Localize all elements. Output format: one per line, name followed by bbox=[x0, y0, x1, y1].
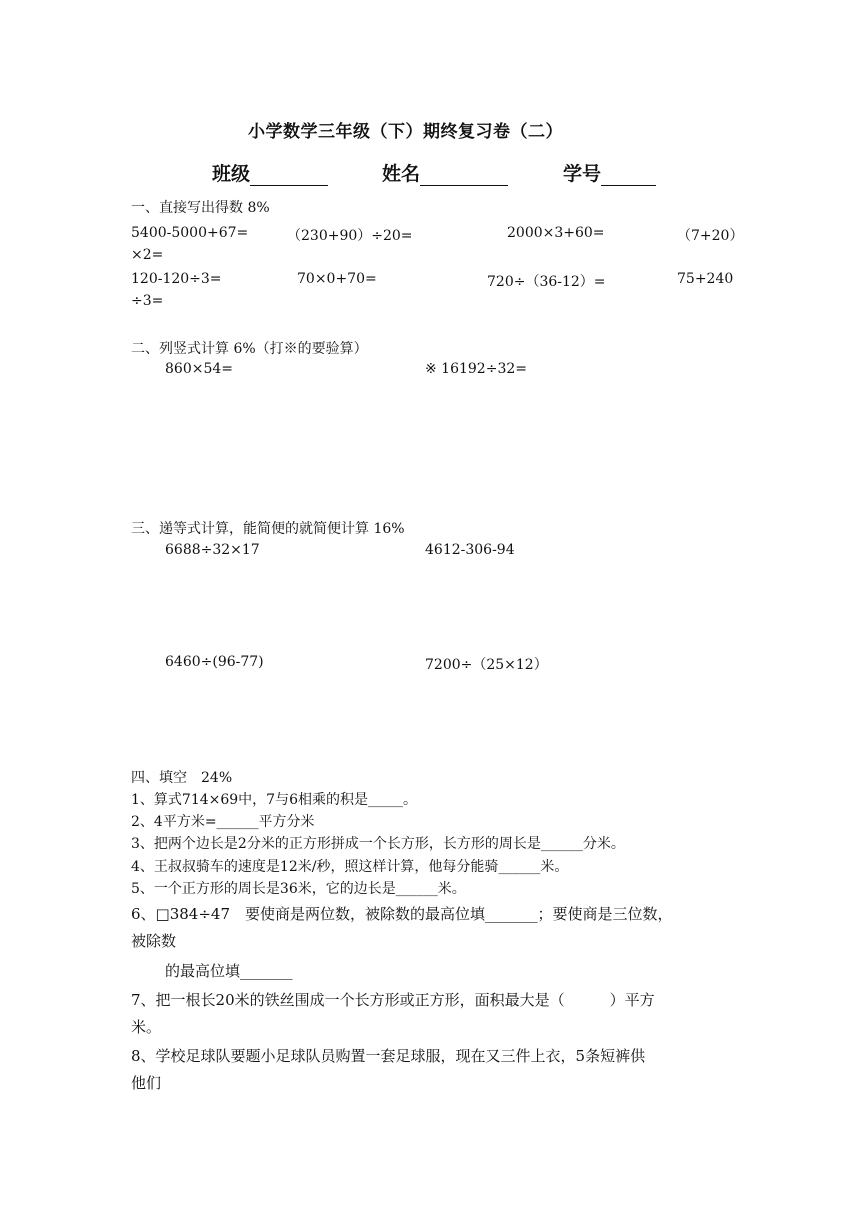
class-label: 班级 bbox=[212, 163, 251, 185]
section-2-heading: 二、列竖式计算 6%（打※的要验算） bbox=[131, 341, 368, 357]
section-1-heading: 一、直接写出得数 8% bbox=[131, 200, 270, 216]
s4-q3: 3、把两个边长是2分米的正方形拼成一个长方形，长方形的周长是______分米。 bbox=[131, 836, 625, 852]
s2-item-2: ※ 16192÷32= bbox=[425, 361, 527, 377]
s3-item-3: 6460÷(96-77) bbox=[165, 654, 264, 670]
s4-q1: 1、算式714×69中，7与6相乘的积是_____。 bbox=[131, 792, 417, 808]
name-blank[interactable] bbox=[420, 165, 508, 186]
page-title: 小学数学三年级（下）期终复习卷（二） bbox=[248, 122, 563, 142]
s4-q8-line1: 8、学校足球队要题小足球队员购置一套足球服，现在又三件上衣，5条短裤供 bbox=[131, 1047, 646, 1065]
student-id-label: 学号 bbox=[563, 163, 602, 185]
s1-r1-item-3: 2000×3+60= bbox=[507, 225, 605, 241]
s4-q6-line2: 被除数 bbox=[131, 932, 177, 950]
student-id-blank[interactable] bbox=[601, 165, 656, 186]
s1-r2-item-1: 120-120÷3= bbox=[131, 271, 222, 287]
s3-item-1: 6688÷32×17 bbox=[165, 542, 260, 558]
s1-r2-item-2: 70×0+70= bbox=[297, 271, 377, 287]
class-blank[interactable] bbox=[250, 165, 328, 186]
name-field bbox=[382, 159, 508, 186]
class-field bbox=[212, 159, 328, 186]
s4-q5: 5、一个正方形的周长是36米，它的边长是______米。 bbox=[131, 881, 466, 897]
s1-r1-wrap: ×2= bbox=[131, 247, 164, 263]
name-label: 姓名 bbox=[382, 163, 421, 185]
section-4-heading: 四、填空 24% bbox=[131, 770, 233, 786]
s1-r2-item-3: 720÷（36-12）= bbox=[487, 274, 606, 290]
s1-r1-item-1: 5400-5000+67= bbox=[131, 225, 249, 241]
s3-item-2: 4612-306-94 bbox=[425, 542, 515, 558]
s1-r2-item-4: 75+240 bbox=[677, 271, 734, 287]
s4-q8-line2: 他们 bbox=[131, 1074, 162, 1092]
s4-q4: 4、王叔叔骑车的速度是12米/秒，照这样计算，他每分能骑______米。 bbox=[131, 859, 569, 875]
s4-q7-line1: 7、把一根长20米的铁丝围成一个长方形或正方形，面积最大是（ ）平方 bbox=[131, 991, 655, 1009]
student-id-field bbox=[563, 159, 656, 186]
s1-r1-item-2: （230+90）÷20= bbox=[287, 228, 413, 244]
s4-q6-line1: 6、□384÷47 要使商是两位数，被除数的最高位填_______；要使商是三位数， bbox=[131, 905, 673, 923]
s2-item-1: 860×54= bbox=[165, 361, 233, 377]
s4-q2: 2、4平方米=______平方分米 bbox=[131, 814, 315, 830]
s1-r2-wrap: ÷3= bbox=[131, 293, 164, 309]
s3-item-4: 7200÷（25×12） bbox=[425, 657, 548, 673]
s4-q6-line3: 的最高位填_______ bbox=[165, 962, 293, 980]
s4-q7-line2: 米。 bbox=[131, 1018, 162, 1036]
s1-r1-item-4: （7+20） bbox=[677, 228, 744, 244]
section-3-heading: 三、递等式计算，能简便的就简便计算 16% bbox=[131, 521, 405, 537]
